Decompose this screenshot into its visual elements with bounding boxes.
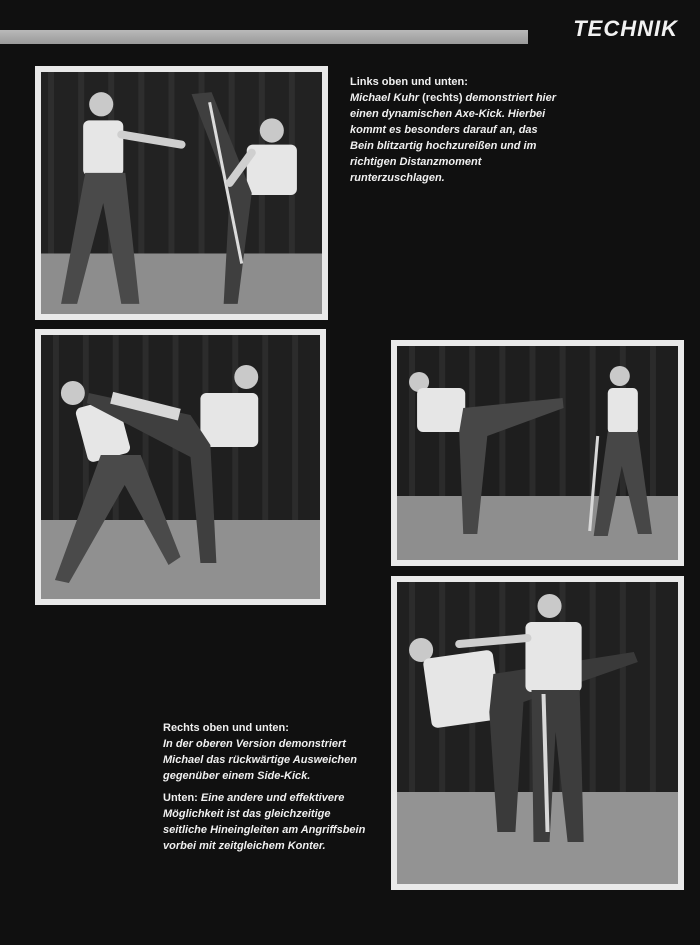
- caption-axe-kick: [350, 74, 560, 186]
- caption-label-unten: Unten:: [163, 792, 198, 804]
- caption-heading: Links oben und unten:: [350, 76, 468, 88]
- caption-text-lower: Eine andere und effektivere Möglichkeit ist das gleichzeitige seitliche Hineingleiten am Angriffsbein vorbei mit zeitgleichem Konter.: [163, 792, 366, 852]
- caption-text-upper: In der oberen Version demonstriert Michael das rückwärtige Ausweichen gegenüber einem Side-Kick.: [163, 738, 357, 782]
- caption-note: (rechts): [422, 92, 463, 104]
- caption-text: demonstriert hier einen dynamischen Axe-Kick. Hierbei kommt es besonders darauf an, das Bein blitzartig hochzureißen und im richtigen Distanzmoment runterzuschlagen.: [350, 92, 557, 184]
- caption-evade: [163, 720, 373, 860]
- photo-axe-kick-lower: [35, 329, 326, 605]
- photo-slide-counter: [391, 576, 684, 890]
- photo-axe-kick-upper: [35, 66, 328, 320]
- photo-side-kick-evade: [391, 340, 684, 566]
- caption-heading: Rechts oben und unten:: [163, 722, 289, 734]
- section-title: TECHNIK: [528, 12, 700, 46]
- caption-name: Michael Kuhr: [350, 92, 420, 104]
